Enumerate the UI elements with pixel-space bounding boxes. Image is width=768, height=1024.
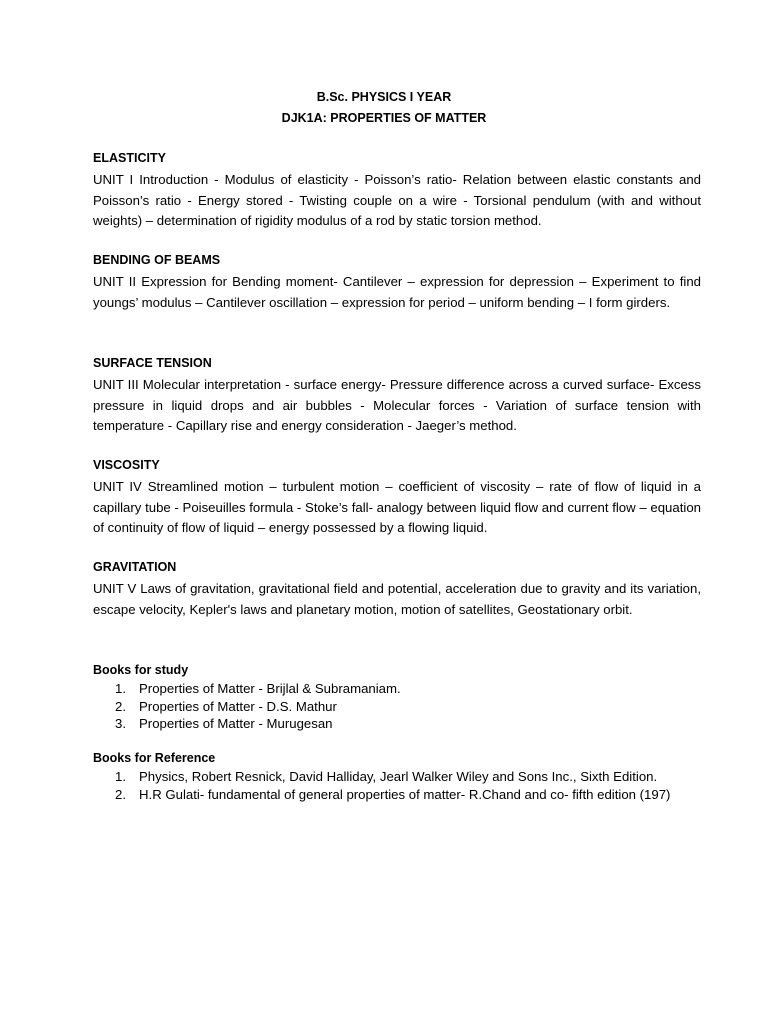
section-title: VISCOSITY — [93, 458, 160, 472]
section-title: ELASTICITY — [93, 151, 166, 165]
books-for-study — [93, 662, 701, 733]
section-body: UNIT III Molecular interpretation - surface energy- Pressure difference across a curved surface- Excess pressure in liquid drops and air bubbles - Molecular forces - Variation of surface tension with temperature - Capillary rise and energy consideration - Jaeger’s method. — [93, 377, 701, 434]
course-year-heading: B.Sc. PHYSICS I YEAR — [316, 90, 452, 104]
section-bending-of-beams — [93, 252, 701, 313]
section-body: UNIT V Laws of gravitation, gravitational field and potential, acceleration due to gravity and its variation, escape velocity, Kepler's laws and planetary motion, motion of satellites, Geostationary orbit. — [93, 581, 701, 617]
section-viscosity — [93, 457, 701, 539]
list-text: H.R Gulati- fundamental of general properties of matter- R.Chand and co- fifth edition (197) — [139, 786, 671, 802]
list-text: Physics, Robert Resnick, David Halliday, Jearl Walker Wiley and Sons Inc., Sixth Edition. — [139, 769, 658, 784]
list-item — [93, 715, 701, 733]
books-study-list — [93, 680, 701, 733]
section-title: BENDING OF BEAMS — [93, 253, 221, 267]
section-body: UNIT I Introduction - Modulus of elasticity - Poisson’s ratio- Relation between elastic constants and Poisson’s ratio - Energy stored - Twisting couple on a wire - Torsional pendulum (with and without weights) – determination of rigidity modulus of a rod by static torsion method. — [93, 172, 701, 229]
list-item — [93, 786, 701, 804]
section-gravitation — [93, 559, 701, 620]
books-reference-title: Books for Reference — [93, 751, 216, 765]
list-number: 1. — [115, 681, 126, 696]
list-text: Properties of Matter - Murugesan — [139, 716, 333, 732]
books-for-reference — [93, 750, 701, 803]
section-body: UNIT IV Streamlined motion – turbulent motion – coefficient of viscosity – rate of flow of liquid in a capillary tube - Poiseuilles formula - Stoke’s fall- analogy between liquid flow and current flow – equation of continuity of flow of liquid – energy possessed by a flowing liquid. — [93, 479, 701, 536]
section-surface-tension — [93, 355, 701, 437]
books-study-title: Books for study — [93, 663, 189, 677]
list-text: Properties of Matter - D.S. Mathur — [139, 698, 337, 714]
list-number: 3. — [115, 716, 126, 732]
books-reference-list — [93, 768, 701, 803]
course-title-heading: DJK1A: PROPERTIES OF MATTER — [281, 111, 487, 125]
list-number: 1. — [115, 769, 126, 784]
section-title: SURFACE TENSION — [93, 356, 212, 370]
list-item — [93, 768, 701, 786]
list-text: Properties of Matter - Brijlal & Subramaniam. — [139, 681, 401, 696]
section-elasticity — [93, 150, 701, 232]
list-item — [93, 680, 701, 698]
list-number: 2. — [115, 786, 126, 802]
section-title: GRAVITATION — [93, 560, 177, 574]
list-item — [93, 698, 701, 716]
section-body: UNIT II Expression for Bending moment- Cantilever – expression for depression – Experiment to find youngs’ modulus – Cantilever oscillation – expression for period – uniform bending – I form girders. — [93, 274, 701, 310]
list-number: 2. — [115, 698, 126, 714]
